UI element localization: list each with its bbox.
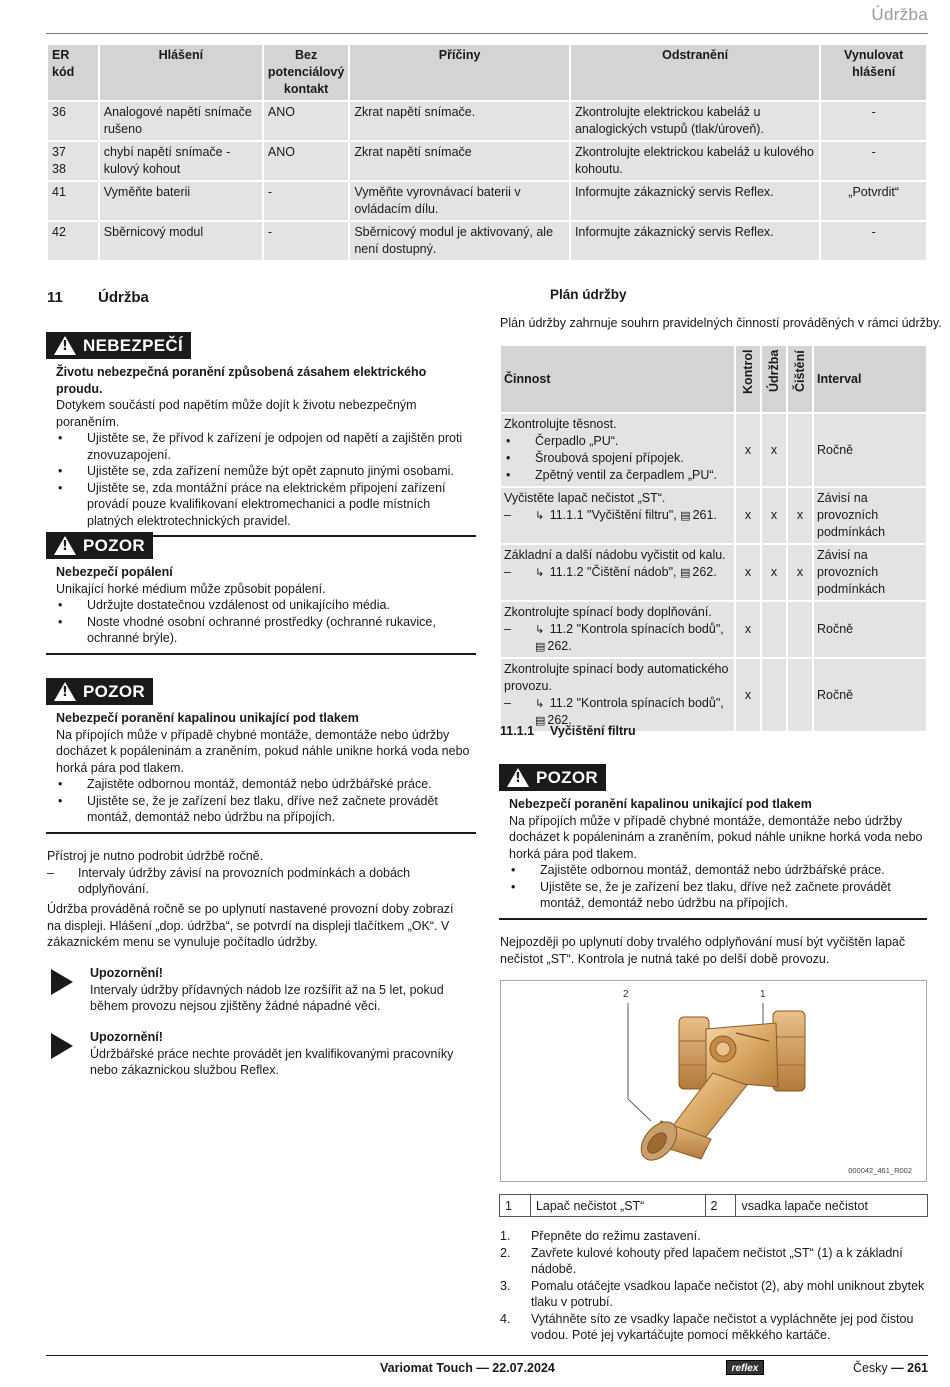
activity-title: Vyčistěte lapač nečistot „ST“. — [504, 491, 666, 505]
code-line: 38 — [52, 162, 66, 176]
col-header-message: Hlášení — [100, 45, 262, 100]
figure-callout-1: 1 — [760, 989, 766, 1000]
reference-item[interactable] — [504, 564, 731, 581]
cell-reset: - — [821, 222, 926, 260]
note-heading: Upozornění! — [90, 1030, 163, 1044]
table-row — [48, 142, 926, 180]
activity-title: Zkontrolujte spínací body doplňování. — [504, 605, 712, 619]
reference-link[interactable]: 11.2 "Kontrola spínacích bodů", — [549, 696, 724, 710]
list-item: • Čerpadlo „PU“. — [504, 433, 731, 450]
legend-text: Lapač nečistot „ST“ — [530, 1195, 705, 1217]
reference-page: 261. — [692, 508, 717, 522]
cell-cause: Sběrnicový modul je aktivovaný, ale není dostupný. — [350, 222, 569, 260]
cell-remedy: Zkontrolujte elektrickou kabeláž u kulového kohoutu. — [571, 142, 819, 180]
plan-description: Plán údržby zahrnuje souhrn pravidelných činností prováděných v rámci údržby. — [500, 316, 942, 330]
subsection-title: Vyčištění filtru — [550, 724, 636, 738]
plan-title: Plán údržby — [550, 287, 627, 302]
cell-activity — [501, 545, 734, 600]
maintenance-display-paragraph: Údržba prováděná ročně se po uplynutí nastavené provozní doby zobrazí na displeji. Hlášení „dop. údržba“, se potvrdí na displeji tlačítkem „OK“. V zákaznickém menu se vynuluje počítadlo údržby. — [47, 902, 454, 949]
warning-text: Na přípojích může v případě chybné montáže, demontáže nebo údržby docházet k popáleninám a zraněním, pokud náhle unikne horká voda nebo horká pára pod tlakem. — [509, 813, 923, 861]
cell-activity — [501, 488, 734, 543]
cell-cleaning — [788, 602, 812, 657]
figure-code: 000042_461_R002 — [848, 1166, 912, 1175]
list-item: • Ujistěte se, zda zařízení nemůže být opět zapnuto jinými osobami. — [56, 463, 476, 480]
cell-control: x — [736, 602, 760, 657]
reference-link[interactable]: 11.2 "Kontrola spínacích bodů", — [549, 622, 724, 636]
warning-text: Unikající horké médium může způsobit popálení. — [56, 581, 326, 596]
reference-page: 262. — [547, 639, 572, 653]
step-text: Přepněte do režimu zastavení. — [531, 1229, 701, 1243]
header-rule — [46, 33, 928, 34]
cell-contact: - — [264, 222, 348, 260]
col-header-control-label: Kontrol — [740, 350, 755, 395]
step-number: 2. — [500, 1245, 511, 1260]
warning-pressure — [46, 678, 476, 834]
cell-interval: Ročně — [814, 414, 926, 486]
cell-message: Sběrnicový modul — [100, 222, 262, 260]
col-header-cause: Příčiny — [350, 45, 569, 100]
warning-heading: Životu nebezpečná poranění způsobená zásahem elektrického proudu. — [56, 365, 427, 396]
reference-link[interactable]: 11.1.2 "Čištění nádob", — [549, 565, 677, 579]
list-item — [500, 1278, 928, 1311]
section-title: Údržba — [98, 289, 149, 306]
reference-arrow-icon: ↳ — [535, 697, 545, 710]
cell-maintenance: x — [762, 414, 786, 486]
col-header-interval: Interval — [814, 346, 926, 412]
list-item: • Ujistěte se, že přívod k zařízení je odpojen od napětí a zajištěn proti znovuzapojení. — [56, 430, 476, 463]
step-text: Vytáhněte síto ze vsadky lapače nečistot a vypláchněte jej pod čistou vodou. Poté jej vykartáčujte pomocí měkkého kartáče. — [531, 1311, 914, 1342]
cell-contact: ANO — [264, 102, 348, 140]
list-item: • Ujistěte se, zda montážní práce na elektrickém připojení zařízení provádí pouze kvalifikovaní elektromechanici a podle místních platných elektrotechnických pravidel. — [56, 480, 476, 530]
cell-maintenance — [762, 602, 786, 657]
dash-item: – Intervaly údržby závisí na provozních podmínkách a dobách odplyňování. — [47, 865, 467, 898]
col-header-reset: Vynulovat hlášení — [821, 45, 926, 100]
cell-cleaning: x — [788, 545, 812, 600]
note-heading: Upozornění! — [90, 966, 163, 980]
cell-interval: Závisí na provozních podmínkách — [814, 545, 926, 600]
activity-title: Základní a další nádobu vyčistit od kalu. — [504, 548, 726, 562]
footer-page — [853, 1361, 928, 1375]
subsection-number: 11.1.1 — [500, 724, 535, 738]
list-item: • Zajistěte odbornou montáž, demontáž nebo údržbářské práce. — [509, 862, 927, 879]
code-line: 37 — [52, 145, 66, 159]
cell-code: 42 — [48, 222, 98, 260]
cell-message: chybí napětí snímače - kulový kohout — [100, 142, 262, 180]
col-header-cleaning-label: Čištění — [792, 350, 807, 392]
figure-legend — [499, 1194, 928, 1217]
cell-cause: Zkrat napětí snímače — [350, 142, 569, 180]
dirt-trap-illustration — [501, 981, 928, 1183]
cell-activity — [501, 414, 734, 486]
list-item: • Ujistěte se, že je zařízení bez tlaku, dříve než začnete provádět montáž, demontáž nebo údržbu na přípojích. — [56, 793, 476, 826]
maintenance-yearly-paragraph — [47, 848, 467, 898]
legend-row — [500, 1195, 928, 1217]
cell-reset: - — [821, 142, 926, 180]
cell-code: 41 — [48, 182, 98, 220]
page-icon: ▤ — [679, 566, 691, 579]
warning-text: Na přípojích může v případě chybné montáže, demontáže nebo údržby docházet k popáleninám a zraněním, pokud náhle unikne horká voda nebo horká pára pod tlakem. — [56, 727, 470, 775]
note-text: Údržbářské práce nechte provádět jen kvalifikovanými pracovníky nebo zákaznickou službou Reflex. — [90, 1046, 454, 1077]
cell-message: Analogové napětí snímače rušeno — [100, 102, 262, 140]
reference-link[interactable]: 11.1.1 "Vyčištění filtru", — [549, 508, 677, 522]
legend-text: vsadka lapače nečistot — [736, 1195, 928, 1217]
activity-title: Zkontrolujte těsnost. — [504, 417, 617, 431]
list-item — [500, 1311, 928, 1344]
table-row — [501, 545, 926, 600]
warning-badge — [499, 764, 606, 791]
warning-heading: Nebezpečí poranění kapalinou unikající pod tlakem — [509, 797, 812, 811]
col-header-code: ER kód — [48, 45, 98, 100]
reference-arrow-icon: ↳ — [535, 566, 545, 579]
arrow-right-icon — [51, 1033, 73, 1059]
col-header-activity: Činnost — [501, 346, 734, 412]
cell-message: Vyměňte baterii — [100, 182, 262, 220]
table-row — [501, 414, 926, 486]
cell-cause: Zkrat napětí snímače. — [350, 102, 569, 140]
reference-arrow-icon: ↳ — [535, 509, 545, 522]
cell-maintenance: x — [762, 488, 786, 543]
activity-title: Zkontrolujte spínací body automatického provozu. — [504, 662, 729, 693]
cell-interval: Závisí na provozních podmínkách — [814, 488, 926, 543]
error-code-table — [46, 43, 928, 262]
warning-badge — [46, 678, 153, 705]
footer-page-number: — 261 — [891, 1361, 928, 1375]
list-item — [500, 1245, 928, 1278]
warning-badge-label: POZOR — [83, 681, 145, 701]
reference-page: 262. — [547, 713, 572, 727]
cell-code: 36 — [48, 102, 98, 140]
warning-heading: Nebezpečí poranění kapalinou unikající pod tlakem — [56, 711, 359, 725]
reference-arrow-icon: ↳ — [535, 623, 545, 636]
cell-control: x — [736, 414, 760, 486]
step-text: Pomalu otáčejte vsadkou lapače nečistot (2), aby mohl uniknout zbytek tlaku v potrubí. — [531, 1278, 925, 1309]
warning-badge-label: NEBEZPEČÍ — [83, 335, 183, 355]
section-number: 11 — [47, 289, 63, 306]
page-icon: ▤ — [680, 509, 691, 522]
col-header-remedy: Odstranění — [571, 45, 819, 100]
table-row — [501, 659, 926, 731]
table-header-row — [501, 346, 926, 412]
list-item: • Zajistěte odbornou montáž, demontáž nebo údržbářské práce. — [56, 776, 476, 793]
cell-maintenance — [762, 659, 786, 731]
cleaning-steps — [500, 1228, 928, 1344]
warning-triangle-icon: ! — [54, 336, 76, 355]
cell-remedy: Zkontrolujte elektrickou kabeláž u analogických vstupů (tlak/úroveň). — [571, 102, 819, 140]
col-header-contact: Bez potenciálový kontakt — [264, 45, 348, 100]
list-item — [500, 1228, 928, 1245]
cell-activity — [501, 659, 734, 731]
warning-heading: Nebezpečí popálení — [56, 565, 173, 579]
cell-code — [48, 142, 98, 180]
warning-badge — [46, 332, 191, 359]
table-row — [48, 182, 926, 220]
list-item: • Udržujte dostatečnou vzdálenost od unikajícího média. — [56, 597, 476, 614]
warning-badge-label: POZOR — [536, 767, 598, 787]
cell-reset: - — [821, 102, 926, 140]
table-header-row — [48, 45, 926, 100]
step-number: 4. — [500, 1311, 511, 1326]
reference-item[interactable] — [504, 507, 731, 524]
legend-num: 1 — [500, 1195, 531, 1217]
cell-interval: Ročně — [814, 659, 926, 731]
cell-interval: Ročně — [814, 602, 926, 657]
footer-document: Variomat Touch — 22.07.2024 — [380, 1361, 555, 1375]
table-row — [48, 222, 926, 260]
list-item: • Noste vhodné osobní ochranné prostředky (ochranné rukavice, ochranné brýle). — [56, 614, 476, 647]
warning-danger-electric — [46, 332, 476, 537]
list-item: • Zpětný ventil za čerpadlem „PU“. — [504, 467, 731, 484]
cell-control: x — [736, 488, 760, 543]
col-header-maintenance — [762, 346, 786, 412]
reflex-logo: reflex — [726, 1360, 764, 1375]
cell-cleaning — [788, 414, 812, 486]
note-block — [47, 1029, 472, 1079]
footer-rule — [46, 1355, 928, 1356]
step-number: 1. — [500, 1229, 511, 1243]
cell-cause: Vyměňte vyrovnávací baterii v ovládacím dílu. — [350, 182, 569, 220]
list-item: • Šroubová spojení přípojek. — [504, 450, 731, 467]
page-header-title: Údržba — [871, 5, 928, 24]
warning-burn — [46, 532, 476, 655]
note-text: Intervaly údržby přídavných nádob lze rozšířit až na 5 let, pokud během provozu nejsou zjištěny žádné nápadné věci. — [90, 982, 444, 1013]
cell-reset: „Potvrdit“ — [821, 182, 926, 220]
cell-cleaning — [788, 659, 812, 731]
table-row — [48, 102, 926, 140]
cell-remedy: Informujte zákaznický servis Reflex. — [571, 182, 819, 220]
maintenance-plan-table — [499, 344, 928, 733]
page-icon: ▤ — [535, 640, 546, 653]
reference-page: 262. — [692, 565, 717, 579]
warning-filter-pressure — [499, 764, 927, 920]
warning-triangle-icon: ! — [54, 682, 76, 701]
warning-triangle-icon: ! — [54, 536, 76, 555]
cell-contact: - — [264, 182, 348, 220]
col-header-control — [736, 346, 760, 412]
cell-activity — [501, 602, 734, 657]
cell-control: x — [736, 545, 760, 600]
cell-maintenance: x — [762, 545, 786, 600]
figure-callout-2: 2 — [623, 989, 629, 1000]
step-number: 3. — [500, 1278, 511, 1293]
cell-control: x — [736, 659, 760, 731]
reference-item[interactable] — [504, 621, 731, 655]
table-row — [501, 488, 926, 543]
arrow-right-icon — [51, 969, 73, 995]
note-block — [47, 965, 472, 1015]
footer-language: Česky — [852, 1361, 888, 1375]
page-icon: ▤ — [535, 714, 546, 727]
warning-text: Dotykem součástí pod napětím může dojít k životu nebezpečným poraněním. — [56, 398, 417, 429]
cell-remedy: Informujte zákaznický servis Reflex. — [571, 222, 819, 260]
warning-badge-label: POZOR — [83, 535, 145, 555]
list-item: • Ujistěte se, že je zařízení bez tlaku, dříve než začnete provádět montáž, demontáž nebo údržbu na přípojích. — [509, 879, 927, 912]
dirt-trap-figure — [500, 980, 927, 1182]
step-text: Zavřete kulové kohouty před lapačem nečistot „ST“ (1) a k základní nádobě. — [531, 1245, 903, 1276]
col-header-maintenance-label: Údržba — [766, 350, 781, 393]
filter-intro-paragraph: Nejpozději po uplynutí doby trvalého odplyňování musí být vyčištěn lapač nečistot „ST“. Kontrola je nutná také po delší době provozu. — [500, 935, 906, 966]
cell-contact: ANO — [264, 142, 348, 180]
paragraph-text: Přístroj je nutno podrobit údržbě ročně. — [47, 849, 264, 863]
warning-triangle-icon: ! — [507, 768, 529, 787]
warning-badge — [46, 532, 153, 559]
col-header-cleaning — [788, 346, 812, 412]
table-row — [501, 602, 926, 657]
legend-num: 2 — [705, 1195, 736, 1217]
cell-cleaning: x — [788, 488, 812, 543]
